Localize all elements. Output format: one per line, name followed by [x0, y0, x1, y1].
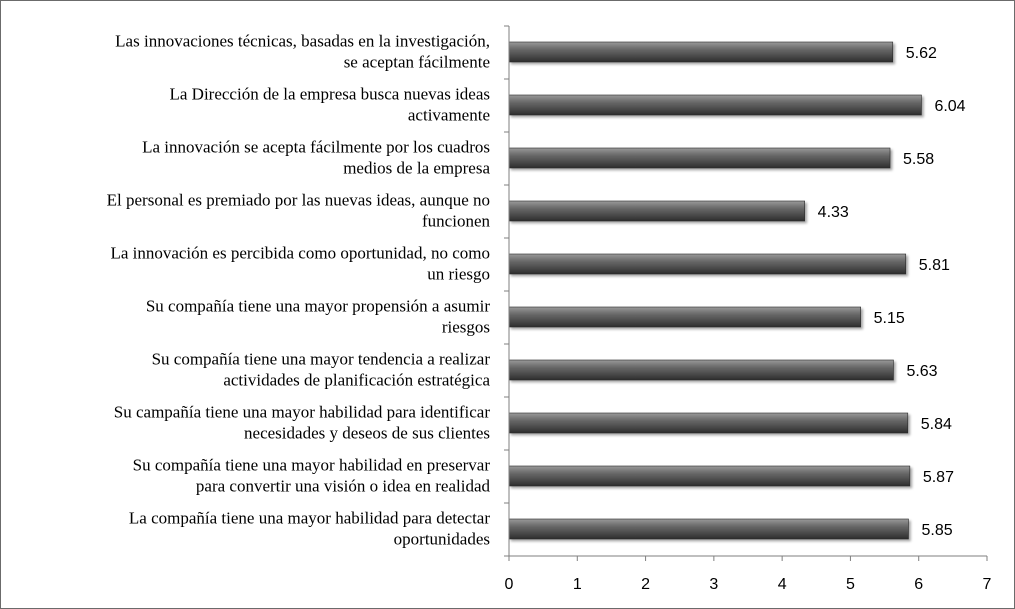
category-label: un riesgo	[427, 264, 490, 284]
x-tick-label: 4	[777, 576, 787, 593]
category-label: La innovación se acepta fácilmente por los cuadros	[142, 137, 490, 157]
x-tick-label: 5	[845, 576, 855, 593]
category-label: Las innovaciones técnicas, basadas en la investigación,	[115, 31, 490, 51]
category-label: La compañía tiene una mayor habilidad para detectar	[128, 508, 490, 528]
bar	[509, 307, 861, 327]
bar-chart	[1, 1, 1014, 608]
bar	[509, 466, 910, 486]
category-label: El personal es premiado por las nuevas ideas, aunque no	[106, 190, 490, 210]
bar	[509, 201, 805, 221]
x-tick-label: 6	[914, 576, 924, 593]
value-label: 5.63	[906, 363, 938, 380]
value-label: 5.58	[903, 151, 935, 168]
category-label: riesgos	[441, 317, 490, 337]
value-label: 5.85	[921, 522, 953, 539]
x-tick-label: 0	[504, 576, 514, 593]
value-labels-group	[818, 45, 966, 539]
bar	[509, 42, 893, 62]
category-label: funcionen	[422, 211, 490, 231]
category-label: Su campañía tiene una mayor habilidad para identificar	[113, 402, 490, 422]
bar	[509, 254, 906, 274]
category-label: se aceptan fácilmente	[343, 52, 490, 72]
x-tick-label: 7	[982, 576, 992, 593]
x-tick-label: 3	[709, 576, 719, 593]
category-label: actividades de planificación estratégica	[223, 370, 490, 390]
value-label: 6.04	[934, 98, 966, 115]
value-label: 5.62	[905, 45, 937, 62]
x-tick-label: 1	[572, 576, 582, 593]
category-label: necesidades y deseos de sus clientes	[244, 423, 490, 443]
bar	[509, 413, 908, 433]
value-label: 4.33	[817, 204, 849, 221]
value-label: 5.87	[922, 469, 954, 486]
category-label: Su compañía tiene una mayor propensión a asumir	[145, 296, 490, 316]
category-label: activamente	[407, 105, 490, 125]
bar	[509, 95, 921, 115]
category-labels-group	[107, 32, 491, 549]
category-label: Su compañía tiene una mayor tendencia a realizar	[151, 349, 490, 369]
category-label: Su compañía tiene una mayor habilidad en preservar	[132, 455, 490, 475]
bar	[509, 360, 893, 380]
category-label: para convertir una visión o idea en realidad	[195, 476, 490, 496]
value-label: 5.84	[920, 416, 952, 433]
value-label: 5.15	[873, 310, 905, 327]
bars-group	[509, 42, 921, 539]
category-label: La Dirección de la empresa busca nuevas ideas	[169, 84, 490, 104]
category-label: La innovación es percibida como oportunidad, no como	[110, 243, 490, 263]
category-label: medios de la empresa	[343, 158, 490, 178]
bar	[509, 519, 908, 539]
value-label: 5.81	[918, 257, 950, 274]
bar	[509, 148, 890, 168]
category-label: oportunidades	[393, 529, 490, 549]
x-tick-label: 2	[641, 576, 651, 593]
